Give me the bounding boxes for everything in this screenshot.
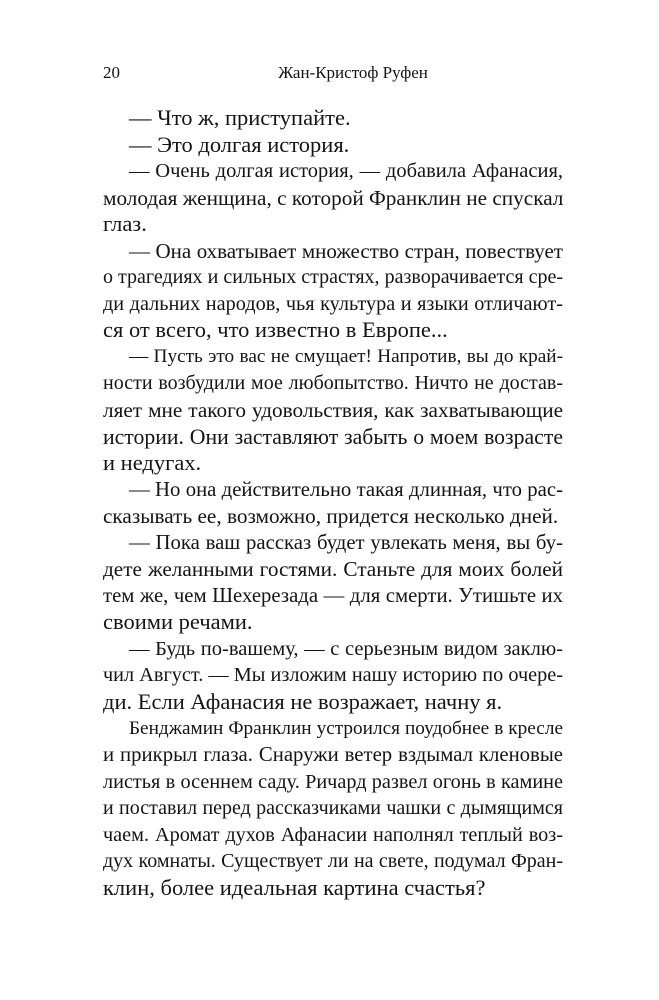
text-line: дух комнаты. Существует ли на свете, подумал Фран-: [103, 850, 563, 873]
text-line: своими речами.: [103, 609, 253, 635]
text-line: ности возбудили мое любопытство. Ничто не достав-: [103, 372, 563, 395]
text-line: о трагедиях и сильных страстях, разворачивается сре-: [103, 266, 563, 289]
text-line: сказывать ее, возможно, придется несколько дней.: [103, 504, 559, 529]
text-line: — Пусть это вас не смущает! Напротив, вы до край-: [129, 345, 563, 367]
body-text: [103, 105, 563, 901]
text-line: тем же, чем Шехерезада — для смерти. Утишьте их: [103, 584, 563, 607]
text-line: ди. Если Афанасия не возражает, начну я.: [103, 689, 503, 715]
text-line: и поставил перед рассказчиками чашки с дымящимся: [103, 797, 563, 820]
running-head: [103, 62, 563, 84]
text-line: дете желанными гостями. Станьте для моих болей: [103, 557, 563, 582]
text-line: — Будь по-вашему, — с серьезным видом заклю-: [129, 637, 563, 660]
text-line: глаз.: [103, 211, 147, 237]
text-line: молодая женщина, с которой Франклин не спускал: [103, 185, 564, 210]
text-line: истории. Они заставляют забыть о моем возрасте: [103, 424, 563, 449]
text-line: листья в осеннем саду. Ричард развел огонь в камине: [103, 770, 563, 793]
text-line: Бенджамин Франклин устроился поудобнее в кресле: [129, 717, 563, 739]
text-line: — Пока ваш рассказ будет увлекать меня, вы бу-: [129, 531, 563, 554]
text-line: чаем. Аромат духов Афанасии наполнял теплый воз-: [103, 823, 563, 846]
running-head-author: Жан-Кристоф Руфен: [278, 63, 428, 82]
text-line: клин, более идеальная картина счастья?: [103, 874, 486, 900]
text-line: — Но она действительно такая длинная, что рас-: [129, 478, 563, 501]
text-line: — Что ж, приступайте.: [129, 105, 351, 130]
text-line: — Она охватывает множество стран, повествует: [129, 238, 563, 263]
text-line: ся от всего, что известно в Европе...: [103, 317, 448, 343]
page-number: 20: [103, 63, 120, 82]
text-line: чил Август. — Мы изложим нашу историю по очере-: [103, 664, 563, 687]
text-line: — Это долгая история.: [129, 131, 350, 157]
text-line: ди дальних народов, чья культура и языки отличают-: [103, 292, 563, 315]
text-line: и недугах.: [103, 450, 202, 476]
text-line: — Очень долгая история, — добавила Афанасия,: [129, 160, 563, 183]
text-line: ляет мне такого удовольствия, как захватывающие: [103, 398, 563, 423]
text-line: и прикрыл глаза. Снаружи ветер вздымал кленовые: [103, 744, 563, 767]
